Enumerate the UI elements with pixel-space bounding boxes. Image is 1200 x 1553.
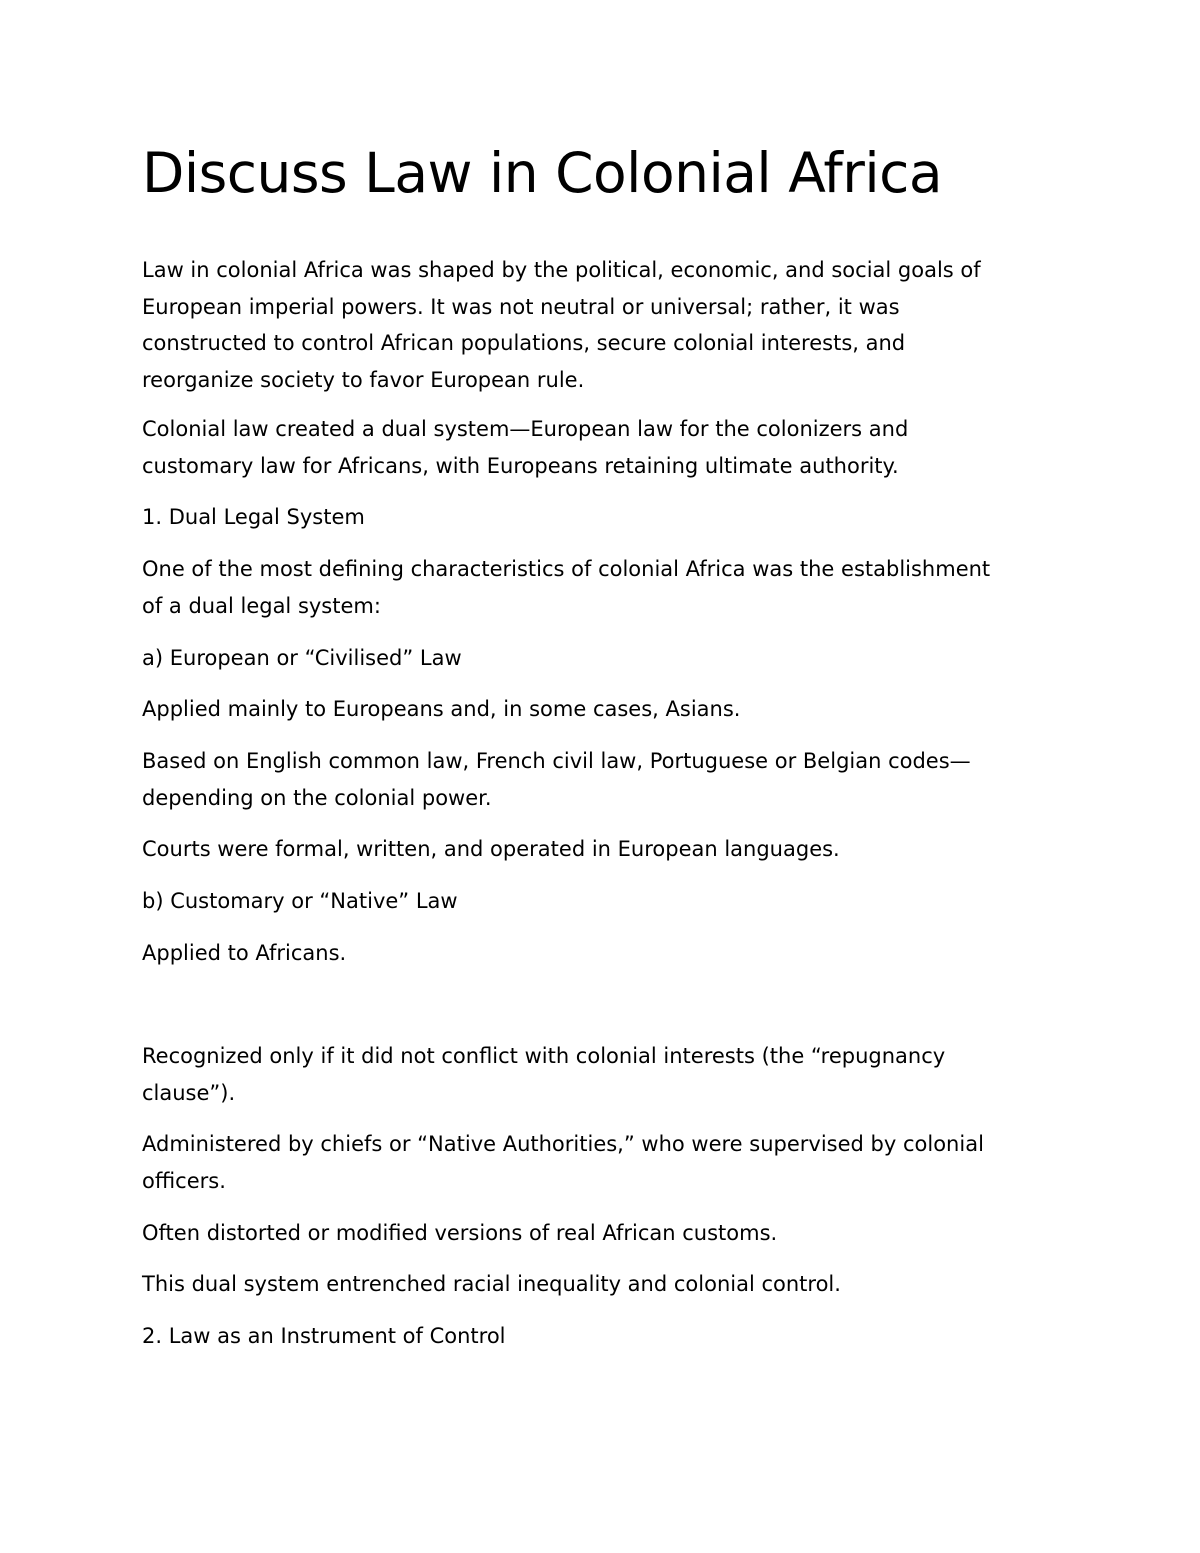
paragraph-line: Applied to Africans. xyxy=(142,941,347,965)
paragraph-line: Often distorted or modified versions of real African customs. xyxy=(142,1221,778,1245)
paragraph-line: Colonial law created a dual system—European law for the colonizers and xyxy=(142,417,909,441)
paragraph-applied-africans xyxy=(142,935,346,972)
paragraph-intro xyxy=(142,252,981,398)
paragraph-line: reorganize society to favor European rule. xyxy=(142,367,585,392)
paragraph-line: b) Customary or “Native” Law xyxy=(142,889,458,913)
paragraph-dual-system-summary xyxy=(142,411,908,484)
paragraph-defining-characteristic xyxy=(142,551,990,624)
paragraph-line: Administered by chiefs or “Native Authorities,” who were supervised by colonial xyxy=(142,1132,984,1156)
paragraph-line: Applied mainly to Europeans and, in some cases, Asians. xyxy=(142,697,741,721)
paragraph-line: constructed to control African populations, secure colonial interests, and xyxy=(142,331,906,355)
paragraph-racial-inequality xyxy=(142,1266,841,1303)
paragraph-line: European imperial powers. It was not neutral or universal; rather, it was xyxy=(142,294,900,319)
paragraph-native-authorities xyxy=(142,1126,984,1199)
paragraph-line: Courts were formal, written, and operated in European languages. xyxy=(142,837,840,861)
paragraph-line: a) European or “Civilised” Law xyxy=(142,646,462,670)
paragraph-based-on-codes xyxy=(142,743,971,816)
subheading-european-law xyxy=(142,640,462,677)
paragraph-courts-formal xyxy=(142,831,840,868)
paragraph-line: 2. Law as an Instrument of Control xyxy=(142,1324,506,1348)
section-heading-instrument-of-control xyxy=(142,1318,506,1355)
paragraph-line: of a dual legal system: xyxy=(142,593,381,618)
paragraph-line: Based on English common law, French civil law, Portuguese or Belgian codes— xyxy=(142,749,971,773)
paragraph-line: This dual system entrenched racial inequality and colonial control. xyxy=(142,1272,841,1296)
paragraph-applied-europeans xyxy=(142,691,740,728)
paragraph-repugnancy-clause xyxy=(142,1038,945,1111)
paragraph-line: One of the most defining characteristics of colonial Africa was the establishment xyxy=(142,557,991,581)
paragraph-distorted-customs xyxy=(142,1215,777,1252)
paragraph-line: Recognized only if it did not conflict with colonial interests (the “repugnancy xyxy=(142,1044,946,1068)
section-heading-dual-legal-system xyxy=(142,499,365,536)
paragraph-line: Law in colonial Africa was shaped by the political, economic, and social goals of xyxy=(142,258,981,282)
document-title: Discuss Law in Colonial Africa xyxy=(142,141,943,205)
paragraph-line: depending on the colonial power. xyxy=(142,785,492,810)
paragraph-line: officers. xyxy=(142,1168,226,1193)
paragraph-line: clause”). xyxy=(142,1080,236,1105)
subheading-customary-law xyxy=(142,883,458,920)
paragraph-line: 1. Dual Legal System xyxy=(142,505,365,529)
paragraph-line: customary law for Africans, with Europeans retaining ultimate authority. xyxy=(142,453,899,478)
